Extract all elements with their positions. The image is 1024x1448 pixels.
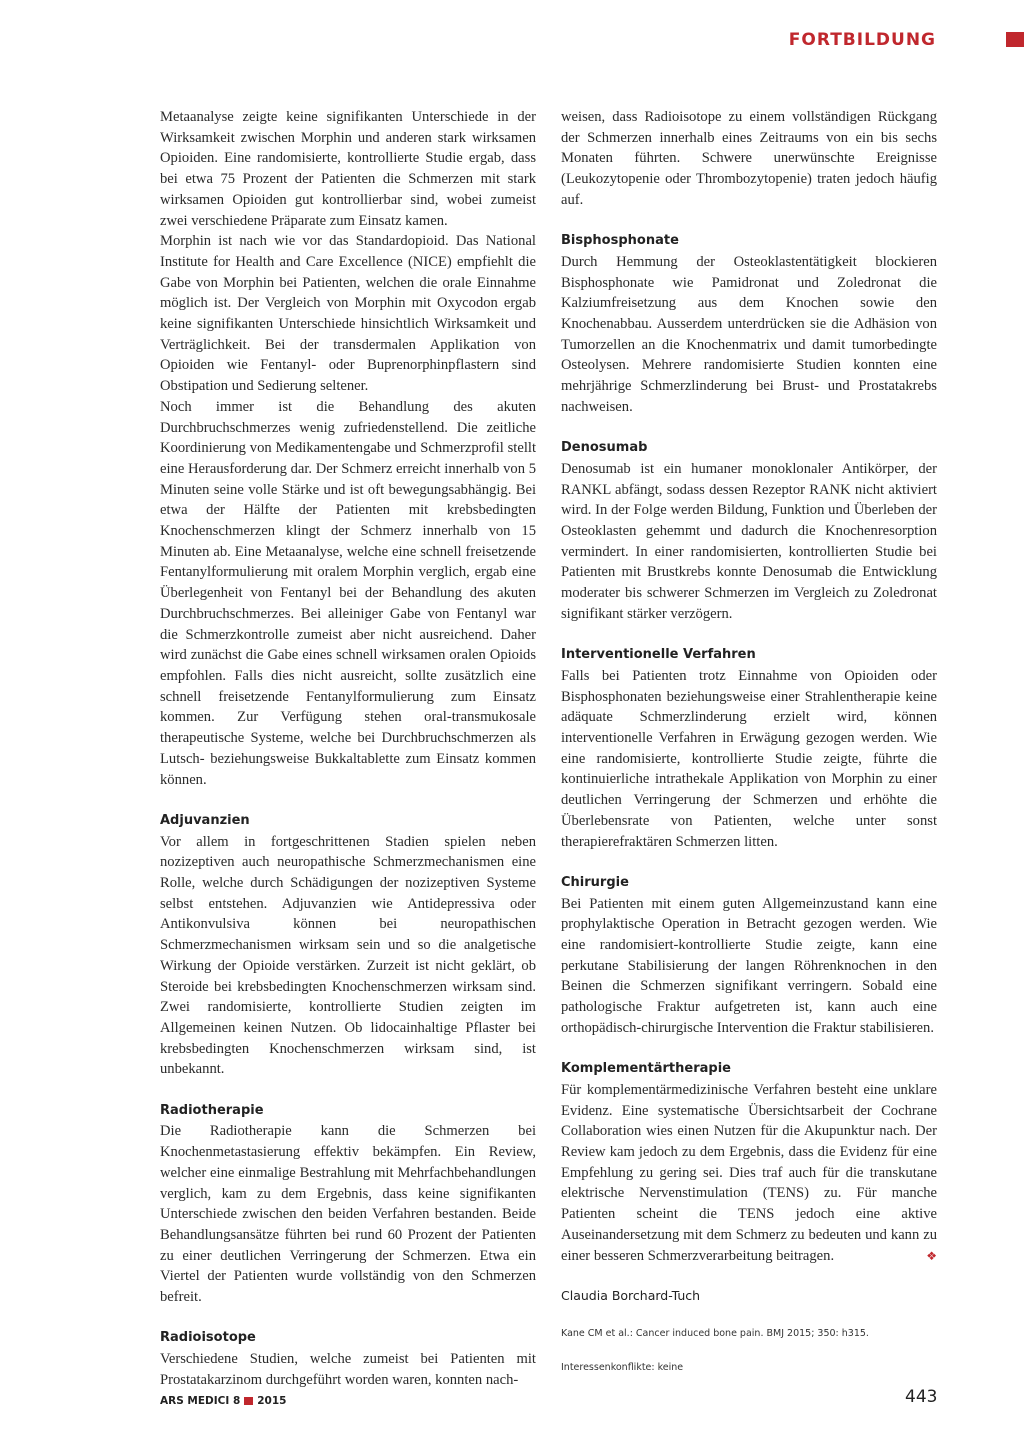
heading-adjuvanzien: Adjuvanzien bbox=[160, 812, 250, 828]
paragraph: weisen, dass Radioisotope zu einem vollständigen Rückgang der Schmerzen innerhalb eines Zeitraums von ein bis sechs Monaten führten. Schwere unerwünschte Ereignisse (Leukozytopenie oder Thrombozytopenie) traten jedoch häufig auf. bbox=[561, 109, 937, 208]
paragraph: Falls bei Patienten trotz Einnahme von Opioiden oder Bisphosphonaten beziehungsweise einer Strahlentherapie keine adäquate Schmerzlinderung erzielt wird, können interventionelle Verfahren in Erwägung gezogen werden. Wie eine randomisierte, kontrollierte Studie zeigte, führte die kontinuierliche intrathekale Applikation von Morphin zu einer deutlichen Verringerung der Schmerzen und erhöhte die Überlebensrate von Patienten, welche unter sonst therapierefraktären Schmerzen litten. bbox=[561, 667, 937, 850]
page-number: 443 bbox=[905, 1387, 938, 1407]
section-label: FORTBILDUNG bbox=[788, 30, 936, 50]
paragraph: Noch immer ist die Behandlung des akuten Durchbruchschmerzes wenig zufriedenstellend. Die zeitliche Koordinierung von Medikamentengabe und Schmerzprofil stellt eine Herausforderung dar. Der Schmerz erreicht innerhalb von 5 Minuten seine volle Stärke und ist oft bewegungsabhängig. Bei etwa der Hälfte der Patienten mit krebsbedingten Knochenschmerzen klingt der Schmerz innerhalb von 15 Minuten ab. Eine Metaanalyse, welche eine schnell freisetzende Fentanylformulierung mit oralem Morphin verglich, ergab eine Überlegenheit von Fentanyl bei der Behandlung des akuten Durchbruchschmerzes. Bei alleiniger Gabe von Fentanyl war die Schmerzkontrolle zumeist aber nicht ausreichend. Daher wird zunächst die Gabe eines schnell wirksamen oralen Opioids empfohlen. Falls dies nicht ausreicht, sollte zusätzlich eine schnell freisetzende Fentanylformulierung zum Einsatz kommen. Zur Verfügung stehen oral-transmukosale therapeutische Systeme, welche bei Durchbruchschmerzen als Lutsch- beziehungsweise Bukkaltablette zum Einsatz kommen können. bbox=[160, 398, 536, 788]
heading-chirurgie: Chirurgie bbox=[561, 874, 629, 890]
heading-interventionelle-verfahren: Interventionelle Verfahren bbox=[561, 647, 756, 663]
author-name: Claudia Borchard-Tuch bbox=[561, 1288, 701, 1304]
heading-bisphosphonate: Bisphosphonate bbox=[561, 233, 679, 249]
paragraph: Für komplementärmedizinische Verfahren besteht eine unklare Evidenz. Eine systematische Übersichtsarbeit der Cochrane Collaboration wies einen Nutzen für die Akupunktur nach. Der Review kam jedoch zu dem Ergebnis, dass die Evidenz für eine Empfehlung zu gering sei. Dies traf auch für die transkutane elektrische Nervenstimulation (TENS) zu. Für manche Patienten scheint die TENS jedoch eine aktive Auseinandersetzung mit dem Schmerz zu bedeuten und kann zu einer besseren Schmerzverarbeitung beitragen. bbox=[561, 1081, 937, 1264]
paragraph: Bei Patienten mit einem guten Allgemeinzustand kann eine prophylaktische Operation in Betracht gezogen werden. Wie eine randomisiert-kontrollierte Studie zeigte, kann eine perkutane Stabilisierung der langen Röhrenknochen in den Beinen die Schmerzen signifikant verringern. Sobald eine pathologische Fraktur aufgetreten ist, kann auch eine orthopädisch-chirurgische Intervention die Fraktur stabilisieren. bbox=[561, 895, 937, 1036]
paragraph-with-end-mark bbox=[561, 1080, 937, 1266]
right-column bbox=[561, 107, 937, 1375]
paragraph: Denosumab ist ein humaner monoklonaler Antikörper, der RANKL abfängt, sodass dessen Rezeptor RANK nicht aktiviert wird. In der Folge werden Bildung, Funktion und Überleben der Osteoklasten gehemmt und dadurch die Knochenresorption vermindert. In einer randomisierten, kontrollierten Studie bei Patienten mit Brustkrebs konnte Denosumab die Entwicklung moderater bis schwerer Schmerzen im Vergleich zu Zoledronat signifikant stärker verzögern. bbox=[561, 460, 937, 622]
end-mark-icon: ❖ bbox=[926, 1248, 937, 1263]
conflicts-of-interest: Interessenkonflikte: keine bbox=[561, 1362, 684, 1373]
paragraph: Morphin ist nach wie vor das Standardopioid. Das National Institute for Health and Care Excellence (NICE) empfiehlt die Gabe von Morphin bei Patienten, welchen die orale Einnahme möglich ist. Der Vergleich von Morphin mit Oxycodon ergab keine signifikanten Unterschiede hinsichtlich Wirksamkeit und Verträglichkeit. Bei der transdermalen Applikation von Opioiden wie Fentanyl- oder Buprenorphinpflastern sind Obstipation und Sedierung seltener. bbox=[160, 233, 536, 395]
left-column bbox=[160, 107, 536, 1391]
heading-radiotherapie: Radiotherapie bbox=[160, 1102, 264, 1118]
footer-marker bbox=[244, 1397, 253, 1405]
paragraph: Vor allem in fortgeschrittenen Stadien spielen neben nozizeptiven auch neuropathische Schmerzmechanismen eine Rolle, welche durch Schädigungen der nozizeptiven Systeme selbst entstehen. Adjuvanzien wie Antidepressiva oder Antikonvulsiva können bei neuropathischen Schmerzmechanismen wirksam sein und so die analgetische Wirkung der Opioide verstärken. Zurzeit ist nicht geklärt, ob Steroide bei krebsbedingten Knochenschmerzen wirksam sind. Zwei randomisierte, kontrollierte Studien zeigten im Allgemeinen keinen Nutzen. Ob lidocainhaltige Pflaster bei krebsbedingten Knochenschmerzen wirksam sind, ist unbekannt. bbox=[160, 833, 536, 1078]
heading-komplementaertherapie: Komplementärtherapie bbox=[561, 1061, 731, 1077]
paragraph: Metaanalyse zeigte keine signifikanten Unterschiede in der Wirksamkeit zwischen Morphin und anderen stark wirksamen Opioiden. Eine randomisierte, kontrollierte Studie ergab, dass bei etwa 75 Prozent der Patienten die Schmerzen mit stark wirksamen Opioiden gut kontrollierbar sind, wobei zumeist zwei verschiedene Präparate zum Einsatz kamen. bbox=[160, 109, 536, 229]
paragraph: Die Radiotherapie kann die Schmerzen bei Knochenmetastasierung effektiv bekämpfen. Ein Review, welcher eine einmalige Bestrahlung mit Mehrfachbehandlungen verglich, kam zu dem Ergebnis, dass keine signifikanten Unterschiede zwischen den beiden Verfahren bestanden. Beide Behandlungsansätze führten bei rund 60 Prozent der Patienten zu einer deutlichen Verringerung der Schmerzen. Etwa ein Viertel der Patienten wurde vollständig von den Schmerzen befreit. bbox=[160, 1123, 536, 1306]
paragraph: Durch Hemmung der Osteoklastentätigkeit blockieren Bisphosphonate wie Pamidronat und Zoledronat die Kalziumfreisetzung aus dem Knochen sowie den Knochenabbau. Ausserdem unterdrücken sie die Adhäsion von Tumorzellen an die Knochenmatrix und damit tumorbedingte Osteolysen. Mehrere randomisierte Studien konnten eine mehrjährige Schmerzlinderung bei Brust- und Prostatakrebs nachweisen. bbox=[561, 253, 937, 415]
reference: Kane CM et al.: Cancer induced bone pain. BMJ 2015; 350: h315. bbox=[561, 1328, 869, 1339]
paragraph: Verschiedene Studien, welche zumeist bei Patienten mit Prostatakarzinom durchgeführt worden waren, konnten nach- bbox=[160, 1351, 536, 1388]
heading-denosumab: Denosumab bbox=[561, 440, 648, 456]
footer-journal bbox=[160, 1395, 286, 1407]
journal-year: 2015 bbox=[257, 1395, 287, 1407]
journal-name: ARS MEDICI 8 bbox=[160, 1395, 241, 1407]
section-marker bbox=[1006, 32, 1024, 47]
heading-radioisotope: Radioisotope bbox=[160, 1330, 256, 1346]
